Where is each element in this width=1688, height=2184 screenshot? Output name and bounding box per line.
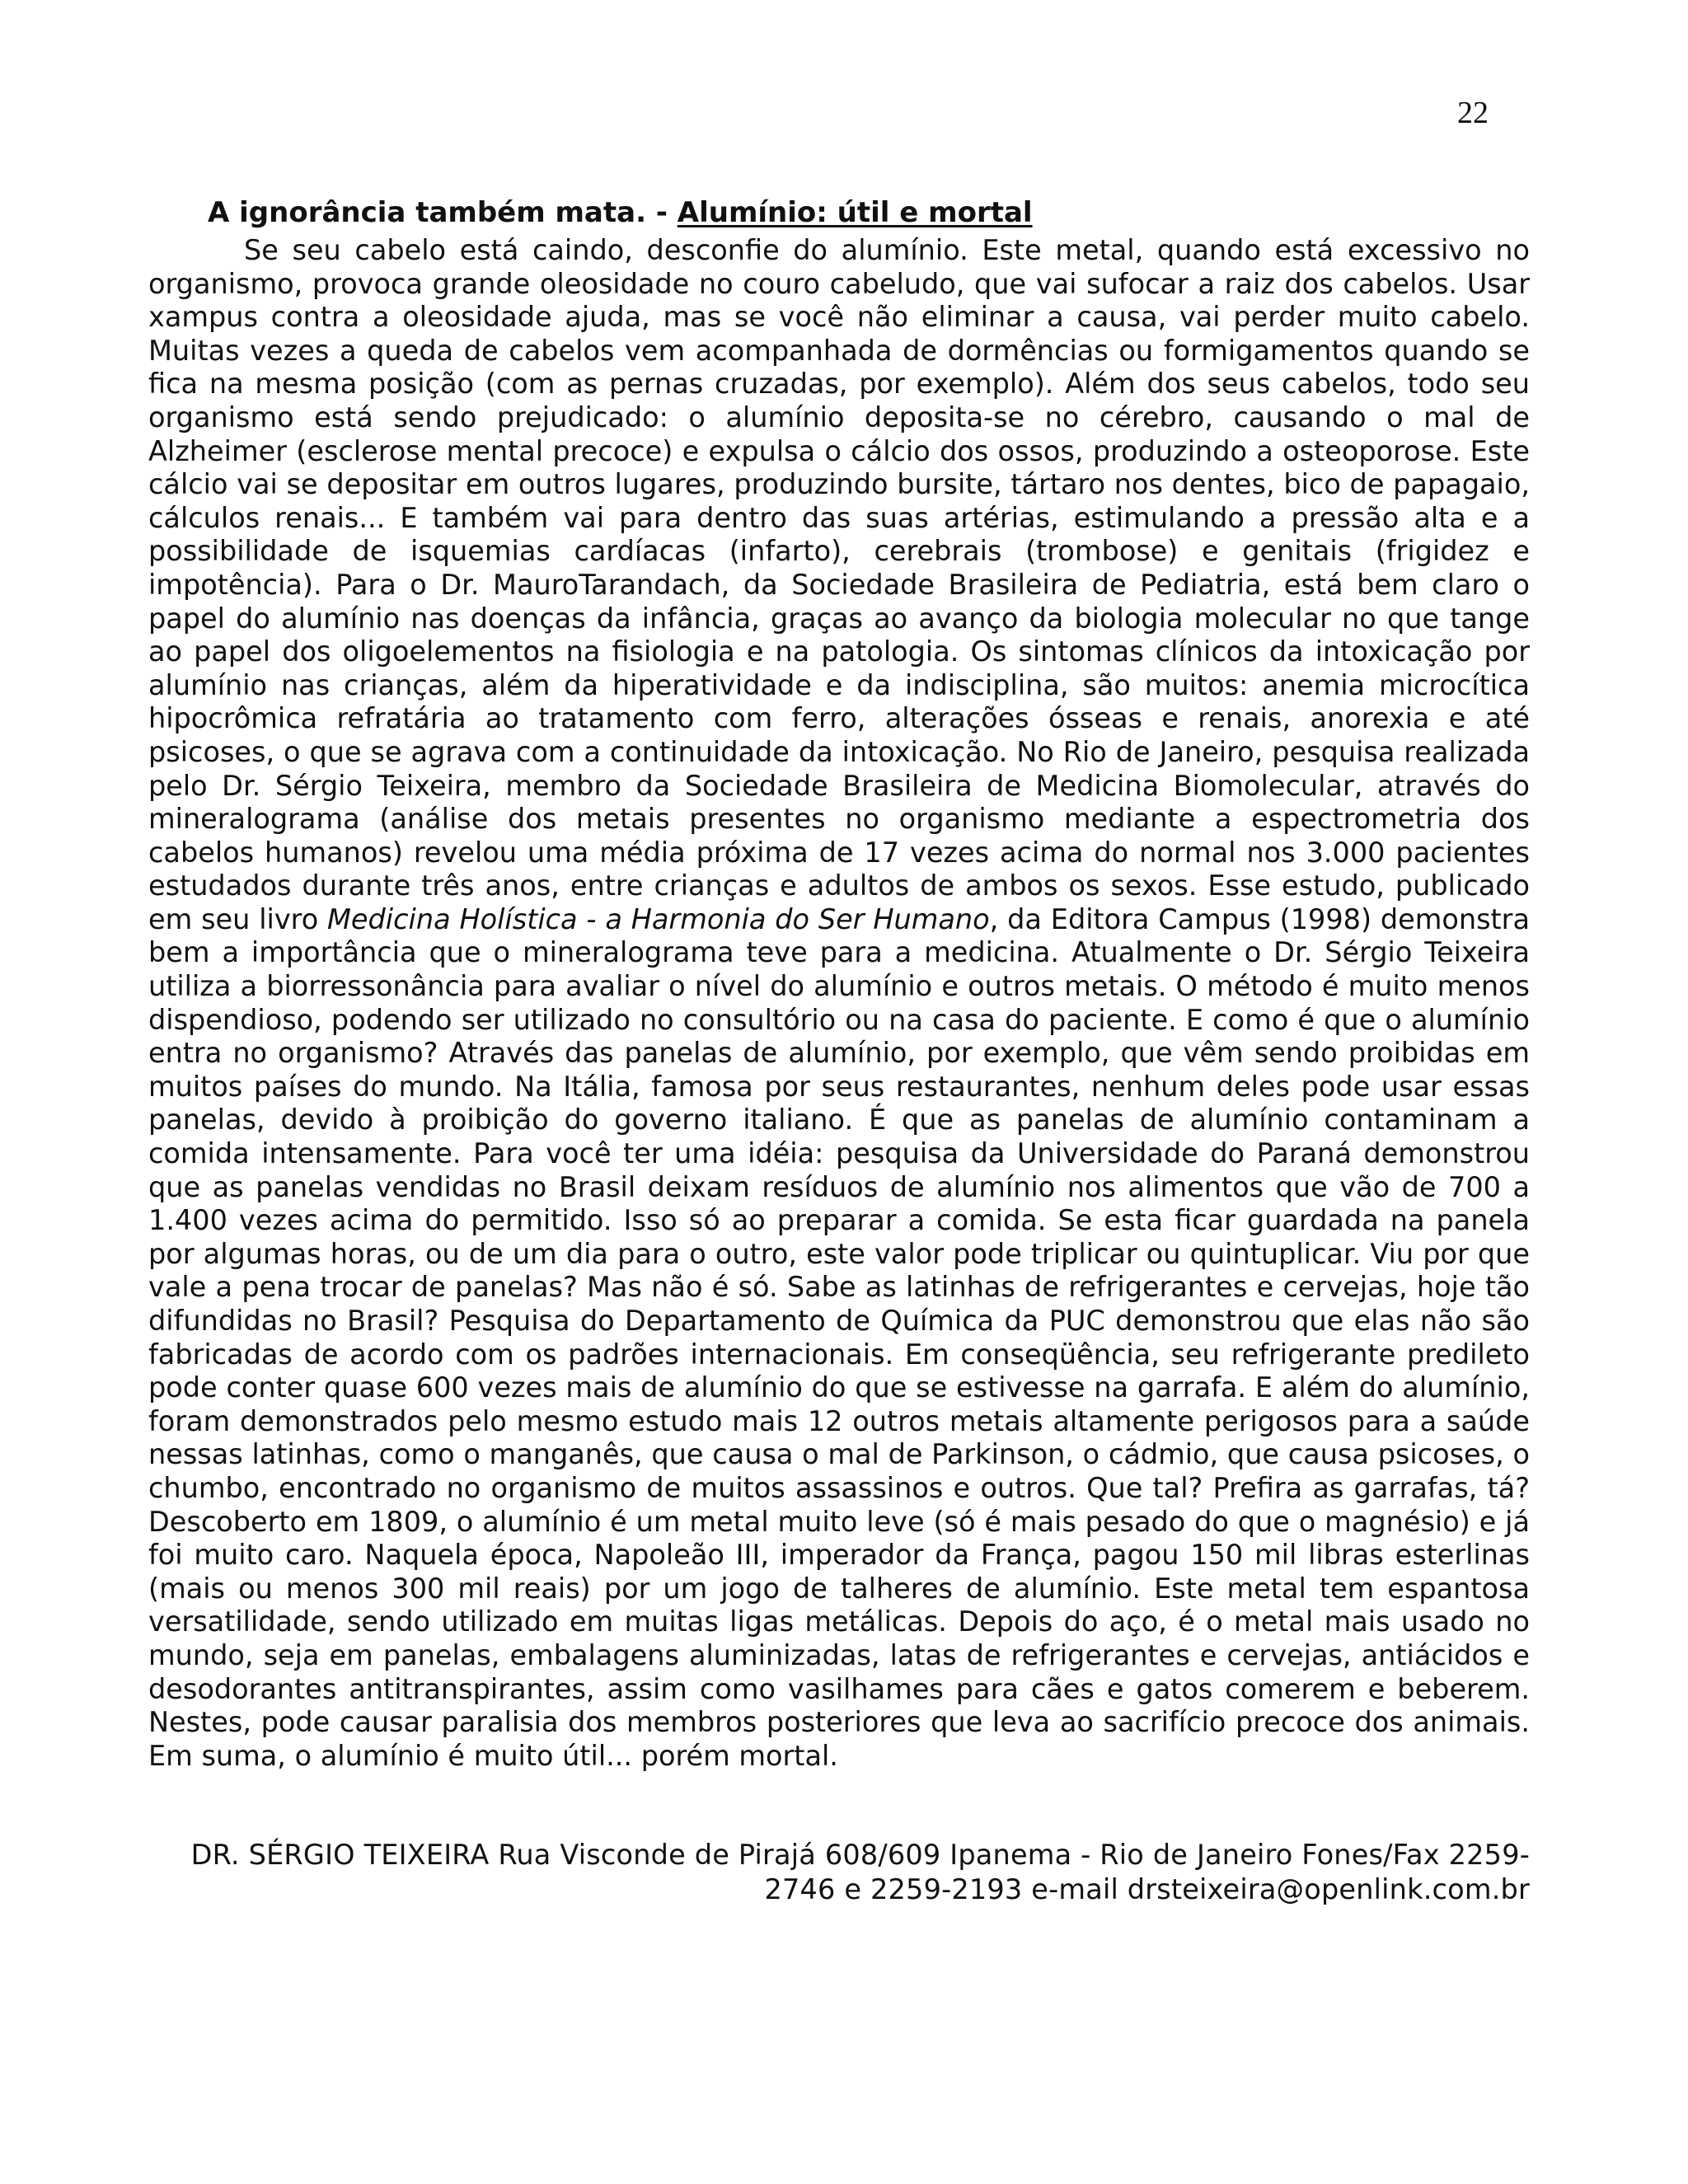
paragraph-text-part-2: , da Editora Campus (1998) demonstra bem a importância que o mineralograma teve para a medicina. Atualmente o Dr. Sérgio Teixeira utiliza a biorressonância para avaliar o nível do alumínio e outros metais. O método é muito menos dispendioso, podendo ser utilizado no consultório ou na casa do paciente. E como é que o alumínio entra no organismo? Através das panelas de alumínio, por exemplo, que vêm sendo proibidas em muitos países do mundo. Na Itália, famosa por seus restaurantes, nenhum deles pode usar essas panelas, devido à proibição do governo italiano. É que as panelas de alumínio contaminam a comida intensamente. Para você ter uma idéia: pesquisa da Universidade do Paraná demonstrou que as panelas vendidas no Brasil deixam resíduos de alumínio nos alimentos que vão de 700 a 1.400 vezes acima do permitido. Isso só ao preparar a comida. Se esta ficar guardada na panela por algumas horas, ou de um dia para o outro, este valor pode triplicar ou quintuplicar. Viu por que vale a pena trocar de panelas? Mas não é só. Sabe as latinhas de refrigerantes e cervejas, hoje tão difundidas no Brasil? Pesquisa do Departamento de Química da PUC demonstrou que elas não são fabricadas de acordo com os padrões internacionais. Em conseqüência, seu refrigerante predileto pode conter quase 600 vezes mais de alumínio do que se estivesse na garrafa. E além do alumínio, foram demonstrados pelo mesmo estudo mais 12 outros metais altamente perigosos para a saúde nessas latinhas, como o manganês, que causa o mal de Parkinson, o cádmio, que causa psicoses, o chumbo, encontrado no organismo de muitos assassinos e outros. Que tal? Prefira as garrafas, tá? xyxy=(148,902,1530,1504)
footer-contact xyxy=(148,1838,1530,1907)
page-number: 22 xyxy=(1457,96,1489,130)
footer-line-1: DR. SÉRGIO TEIXEIRA Rua Visconde de Pirajá 608/609 Ipanema - Rio de Janeiro Fones/Fax 2259- xyxy=(190,1839,1530,1871)
body-paragraph-closing: Descoberto em 1809, o alumínio é um metal muito leve (só é mais pesado do que o magnésio) e já foi muito caro. Naquela época, Napoleão III, imperador da França, pagou 150 mil libras esterlinas (mais ou menos 300 mil reais) por um jogo de talheres de alumínio. Este metal tem espantosa versatilidade, sendo utilizado em muitas ligas metálicas. Depois do aço, é o metal mais usado no mundo, seja em panelas, embalagens aluminizadas, latas de refrigerantes e cervejas, antiácidos e desodorantes antitranspirantes, assim como vasilhames para cães e gatos comerem e beberem. Nestes, pode causar paralisia dos membros posteriores que leva ao sacrifício precoce dos animais. Em suma, o alumínio é muito útil... porém mortal. xyxy=(148,1505,1530,1772)
footer-line-2: 2746 e 2259-2193 e-mail drsteixeira@openlink.com.br xyxy=(764,1873,1530,1905)
book-title: Medicina Holística - a Harmonia do Ser Humano xyxy=(327,902,990,935)
body-paragraph-main xyxy=(148,234,1530,1506)
heading-prefix: A ignorância também mata. - xyxy=(208,196,678,229)
article-heading xyxy=(148,196,1530,229)
paragraph-text-part-1: Se seu cabelo está caindo, desconfie do alumínio. Este metal, quando está excessivo no organismo, provoca grande oleosidade no couro cabeludo, que vai sufocar a raiz dos cabelos. Usar xampus contra a oleosidade ajuda, mas se você não eliminar a causa, vai perder muito cabelo. Muitas vezes a queda de cabelos vem acompanhada de dormências ou formigamentos quando se fica na mesma posição (com as pernas cruzadas, por exemplo). Além dos seus cabelos, todo seu organismo está sendo prejudicado: o alumínio deposita-se no cérebro, causando o mal de Alzheimer (esclerose mental precoce) e expulsa o cálcio dos ossos, produzindo a osteoporose. Este cálcio vai se depositar em outros lugares, produzindo bursite, tártaro nos dentes, bico de papagaio, cálculos renais... E também vai para dentro das suas artérias, estimulando a pressão alta e a possibilidade de isquemias cardíacas (infarto), cerebrais (trombose) e genitais (frigidez e impotência). Para o Dr. MauroTarandach, da Sociedade Brasileira de Pediatria, está bem claro o papel do alumínio nas doenças da infância, graças ao avanço da biologia molecular no que tange ao papel dos oligoelementos na fisiologia e na patologia. Os sintomas clínicos da intoxicação por alumínio nas crianças, além da hiperatividade e da indisciplina, são muitos: anemia microcítica hipocrômica refratária ao tratamento com ferro, alterações ósseas e renais, anorexia e até psicoses, o que se agrava com a continuidade da intoxicação. No Rio de Janeiro, pesquisa realizada pelo Dr. Sérgio Teixeira, membro da Sociedade Brasileira de Medicina Biomolecular, através do mineralograma (análise dos metais presentes no organismo mediante a espectrometria dos cabelos humanos) revelou uma média próxima de 17 vezes acima do normal nos 3.000 pacientes estudados durante três anos, entre crianças e adultos de ambos os sexos. Esse estudo, publicado em seu livro xyxy=(148,234,1530,935)
article xyxy=(148,196,1530,1773)
heading-title: Alumínio: útil e mortal xyxy=(677,196,1033,229)
